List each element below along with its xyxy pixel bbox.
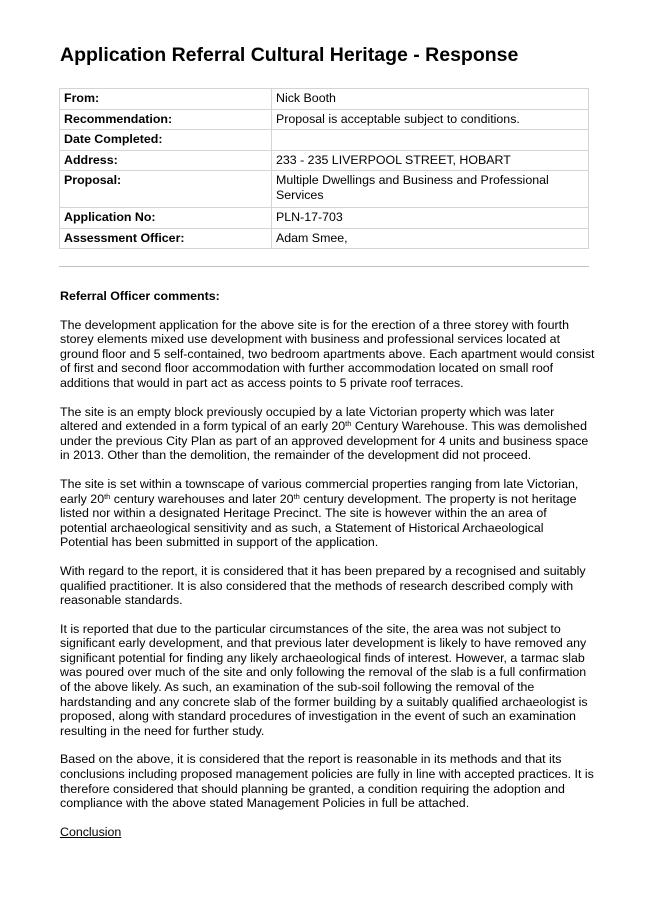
row-value	[272, 130, 589, 151]
table-row	[60, 150, 589, 171]
table-row	[60, 89, 589, 110]
row-label: From:	[60, 89, 272, 110]
paragraph-archaeology: It is reported that due to the particular circumstances of the site, the area was not subject to significant early development, and that previous later development is likely to have removed any significant potential for finding any likely archaeological finds of interest. However, a tarmac slab was poured over much of the site and only following the removal of the slab is a full confirmation of the above likely. As such, an examination of the sub-soil following the removal of the hardstanding and any concrete slab of the former building by a suitably qualified archaeologist is proposed, along with standard procedures of investigation in the event of such an examination resulting in the need for further study.	[60, 621, 588, 738]
text-run: century development. The property is not heritage listed nor within a designated Heritage Precinct. The site is however within the an area of potential archaeological sensitivity and as such, a Statement of Historical Archaeological Potential has been submitted in support of the application.	[60, 491, 577, 550]
row-label: Date Completed:	[60, 130, 272, 151]
row-label: Proposal:	[60, 171, 272, 208]
paragraph-description: The development application for the above site is for the erection of a three storey with fourth storey elements mixed use development with business and professional services located at ground floor and 5 self-contained, two bedroom apartments above. Each apartment would consist of first and second floor accommodation with further accommodation located on small roof additions that would in part act as access points to 5 private roof terraces.	[60, 317, 595, 390]
paragraph-site-history	[60, 405, 595, 463]
row-label: Assessment Officer:	[60, 228, 272, 249]
row-label: Application No:	[60, 208, 272, 229]
superscript: th	[293, 491, 300, 501]
row-value: 233 - 235 LIVERPOOL STREET, HOBART	[272, 150, 589, 171]
superscript: th	[104, 491, 111, 501]
row-value: Nick Booth	[272, 89, 589, 110]
row-value: Adam Smee,	[272, 228, 589, 249]
table-row	[60, 228, 589, 249]
comments-heading: Referral Officer comments:	[60, 289, 220, 303]
comments-section	[60, 289, 595, 853]
table-row	[60, 208, 589, 229]
text-run: The site is an empty block previously occupied by a late Victorian property which was later altered and extended in a form typical of an early 20	[60, 404, 555, 434]
text-run: Century Warehouse. This was demolished under the previous City Plan as part of an approved development for 4 units and business space in 2013. Other than the demolition, the remainder of the development did not proceed.	[60, 419, 589, 463]
paragraph-townscape	[60, 477, 595, 550]
text-run: century warehouses and later 20	[110, 491, 294, 506]
section-divider	[59, 266, 589, 267]
table-row	[60, 171, 589, 208]
text-run: The site is set within a townscape of various commercial properties ranging from late Victorian, early 20	[60, 476, 579, 506]
paragraph-report: With regard to the report, it is considered that it has been prepared by a recognised and suitably qualified practitioner. It is also considered that the methods of research described comply with reasonable standards.	[60, 563, 586, 608]
table-row	[60, 130, 589, 151]
row-label: Recommendation:	[60, 109, 272, 130]
row-value: Proposal is acceptable subject to conditions.	[272, 109, 589, 130]
row-value: Multiple Dwellings and Business and Professional Services	[272, 171, 589, 208]
conclusion-heading: Conclusion	[60, 824, 122, 839]
referral-info-table	[59, 88, 589, 249]
paragraph-assessment: Based on the above, it is considered that the report is reasonable in its methods and that its conclusions including proposed management policies are fully in line with accepted practices. It is therefore considered that should planning be granted, a condition requiring the adoption and compliance with the above stated Management Policies in full be attached.	[60, 752, 594, 811]
page-title: Application Referral Cultural Heritage - Response	[60, 44, 519, 66]
row-value: PLN-17-703	[272, 208, 589, 229]
table-row	[60, 109, 589, 130]
row-label: Address:	[60, 150, 272, 171]
superscript: th	[345, 419, 352, 429]
